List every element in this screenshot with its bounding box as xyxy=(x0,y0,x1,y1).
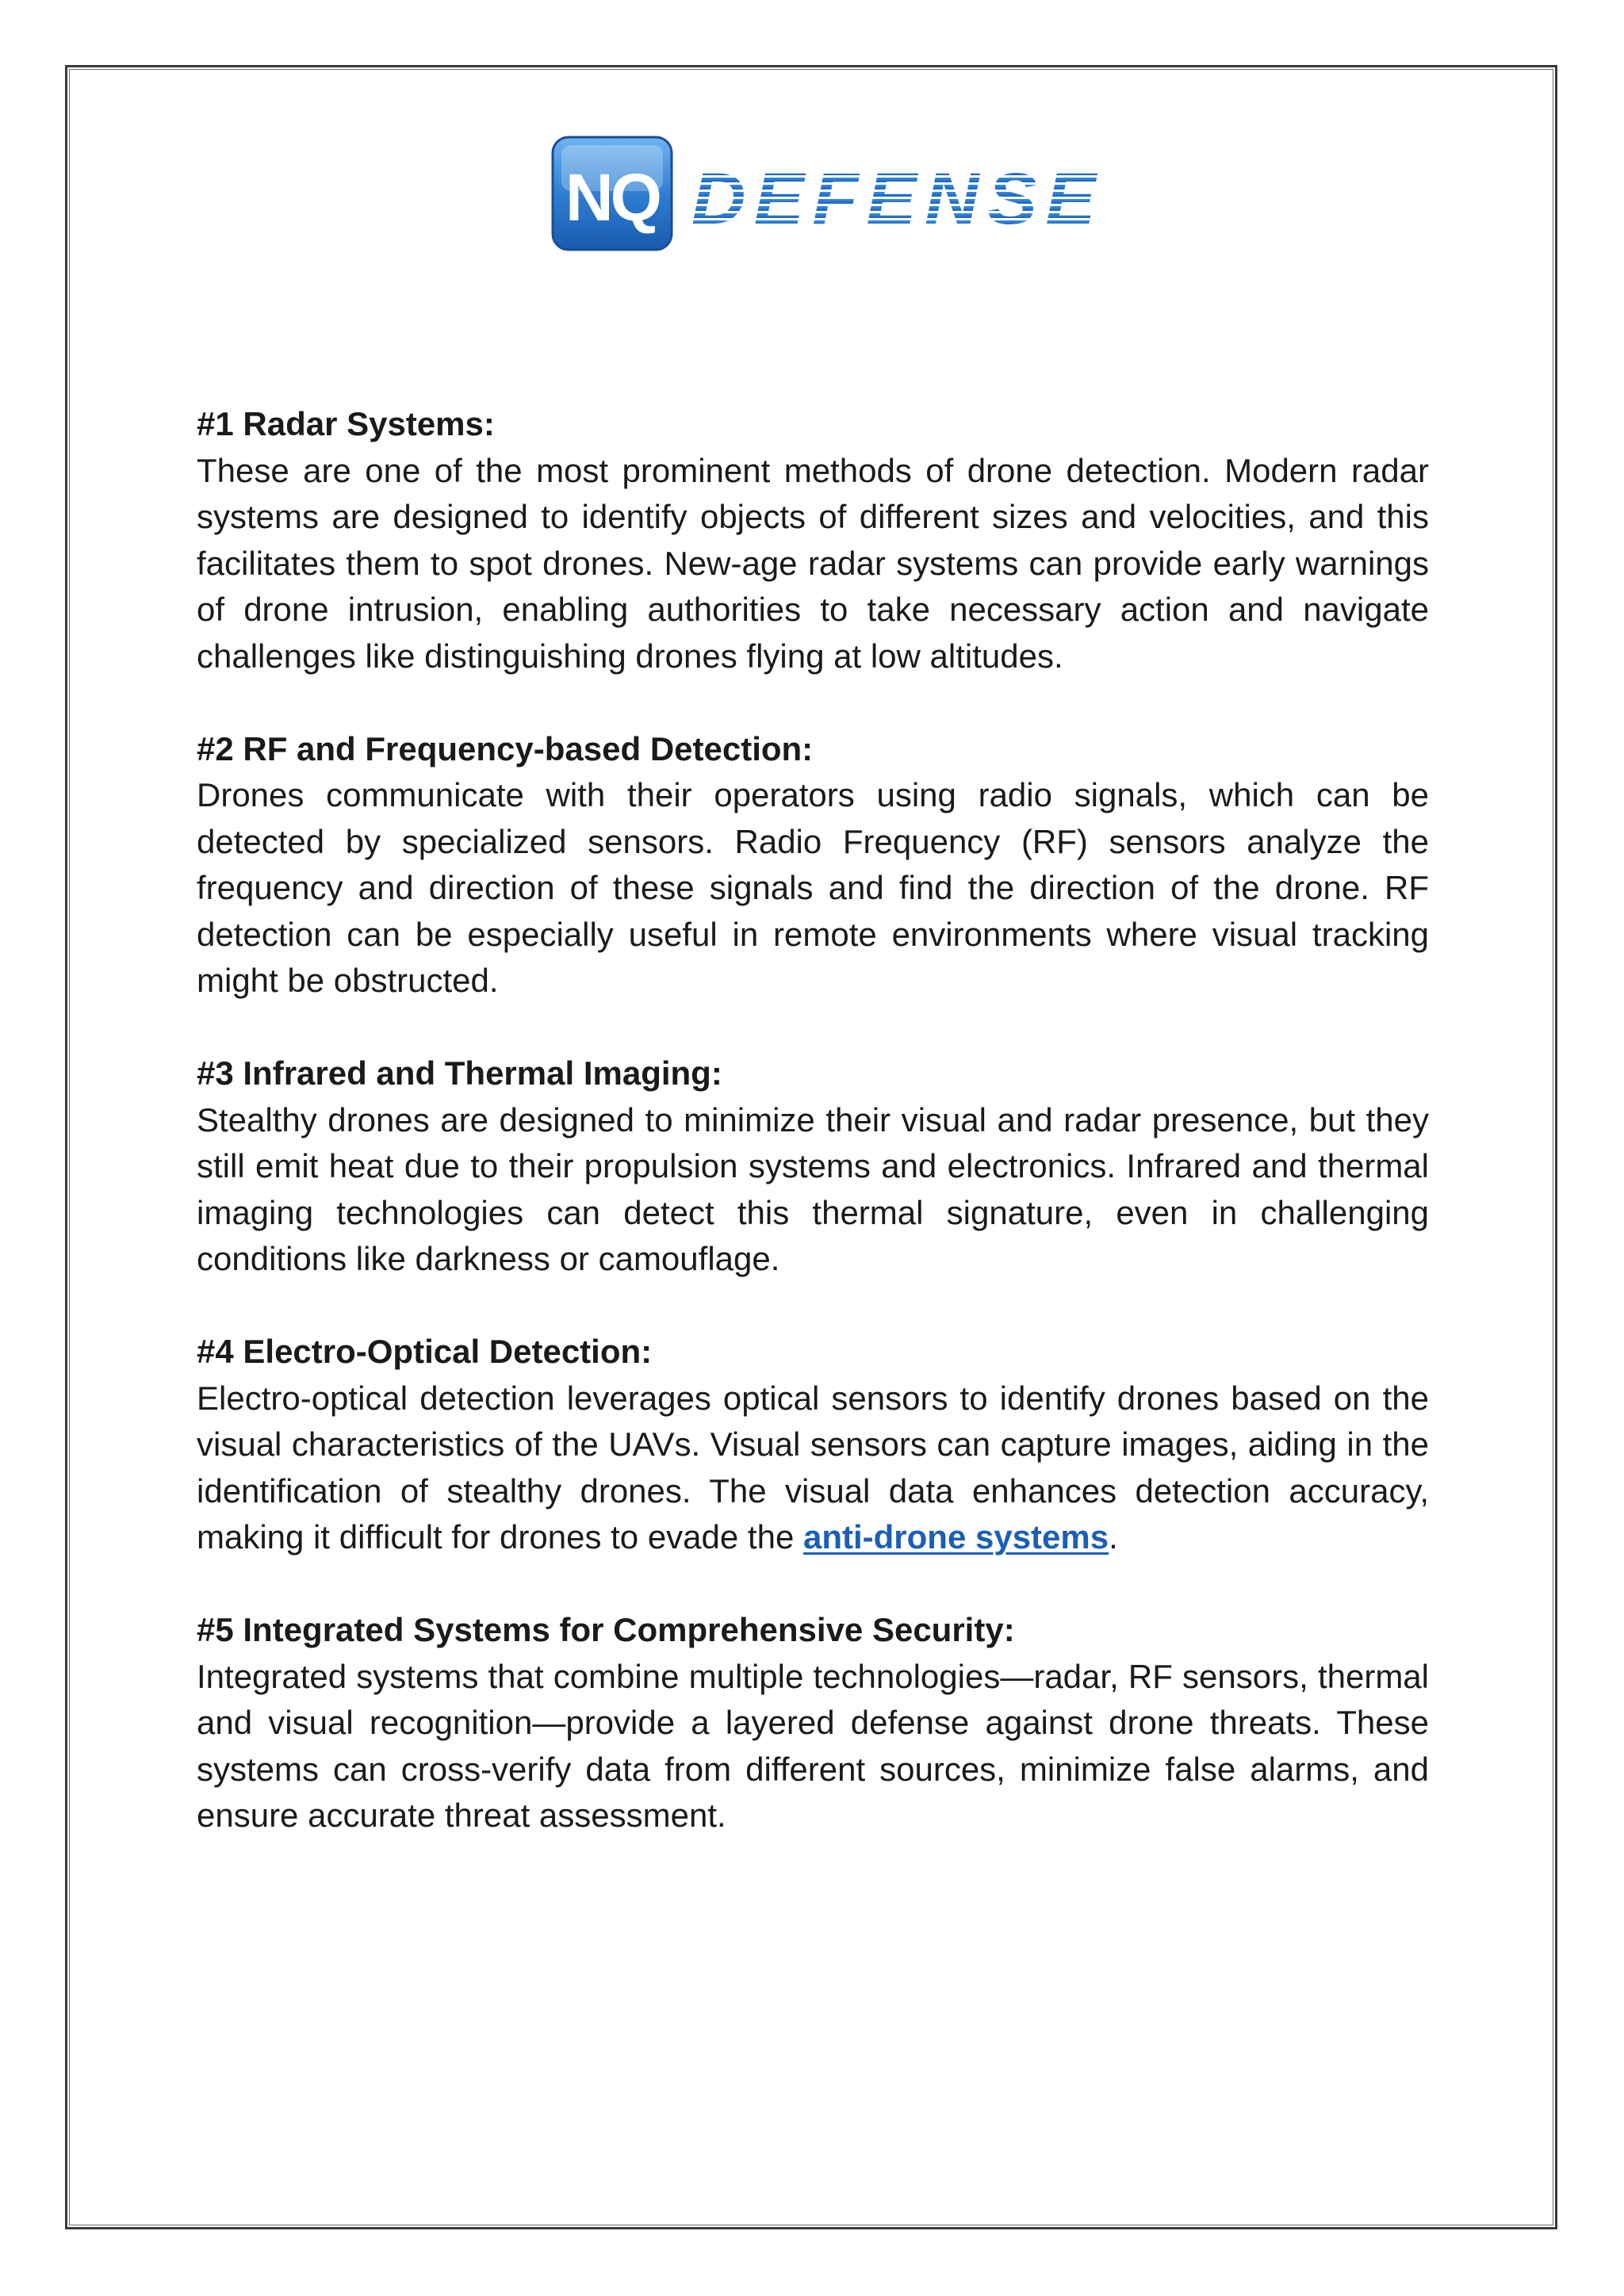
nq-badge xyxy=(553,137,672,250)
section-paragraph xyxy=(197,1376,1429,1561)
section-paragraph: Stealthy drones are designed to minimize their visual and radar presence, but they still emit heat due to their propulsion systems and electronics. Infrared and thermal imaging technologies can detect this thermal signature, even in challenging conditions like darkness or camouflage. xyxy=(197,1100,1429,1277)
wordmark-text: DEFENSE xyxy=(691,159,1104,239)
nq-defense-logo xyxy=(550,135,1113,252)
section-integrated-systems xyxy=(197,1607,1429,1839)
section-heading: #3 Infrared and Thermal Imaging: xyxy=(197,1054,722,1092)
section-heading: #4 Electro-Optical Detection: xyxy=(197,1333,653,1370)
section-radar-systems xyxy=(197,401,1429,679)
paragraph-text: Electro-optical detection leverages optical sensors to identify drones based on the visual characteristics of the UAVs. Visual sensors can capture images, aiding in the identification of stealthy drones. The visual data enhances detection accuracy, making it difficult for drones to evade the xyxy=(197,1379,1429,1556)
section-infrared-thermal xyxy=(197,1050,1429,1283)
badge-text: NQ xyxy=(565,160,659,235)
section-heading: #1 Radar Systems: xyxy=(197,405,495,442)
section-rf-detection xyxy=(197,726,1429,1004)
article-body xyxy=(197,401,1429,1885)
section-heading: #2 RF and Frequency-based Detection: xyxy=(197,729,814,767)
defense-wordmark xyxy=(691,159,1104,239)
section-electro-optical xyxy=(197,1329,1429,1561)
anti-drone-systems-link[interactable]: anti-drone systems xyxy=(802,1518,1109,1556)
section-heading: #5 Integrated Systems for Comprehensive Security: xyxy=(197,1611,1015,1648)
section-paragraph: Drones communicate with their operators using radio signals, which can be detected by specialized sensors. Radio Frequency (RF) sensors analyze the frequency and direction of these signals and find the direction of the drone. RF detection can be especially useful in remote environments where visual tracking might be obstructed. xyxy=(197,776,1429,999)
section-paragraph: Integrated systems that combine multiple technologies—radar, RF sensors, thermal and visual recognition—provide a layered defense against drone threats. These systems can cross-verify data from different sources, minimize false alarms, and ensure accurate threat assessment. xyxy=(197,1657,1429,1834)
paragraph-text-end: . xyxy=(1109,1518,1118,1556)
section-paragraph: These are one of the most prominent methods of drone detection. Modern radar systems are designed to identify objects of different sizes and velocities, and this facilitates them to spot drones. New-age radar systems can provide early warnings of drone intrusion, enabling authorities to take necessary action and navigate challenges like distinguishing drones flying at low altitudes. xyxy=(197,451,1429,675)
